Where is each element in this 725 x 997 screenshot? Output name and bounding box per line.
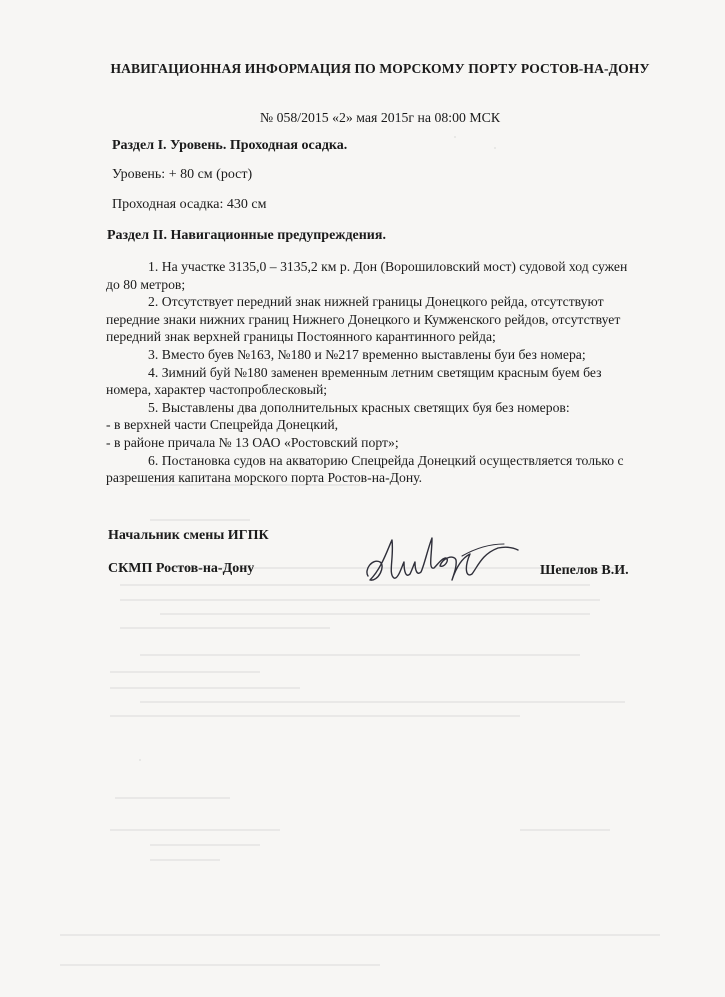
passing-draft: Проходная осадка: 430 см: [112, 197, 267, 212]
warning-item-5-sub-1: - в верхней части Спецрейда Донецкий,: [106, 417, 339, 433]
warning-item-3: 3. Вместо буев №163, №180 и №217 временно выставлены буи без номера;: [148, 346, 586, 362]
warning-item-4: 4. Зимний буй №180 заменен временным летним светящим красным буем без номера, характер частопроблесковый;: [106, 364, 602, 398]
signatory-organization: СКМП Ростов-на-Дону: [108, 561, 255, 576]
handwritten-signature: [358, 518, 523, 598]
warning-item-6: 6. Постановка судов на акваторию Спецрейда Донецкий осуществляется только с разрешения капитана морского порта Ростов-на-Дону.: [106, 452, 624, 486]
warning-item-1: 1. На участке 3135,0 – 3135,2 км р. Дон (Ворошиловский мост) судовой ход сужен до 80 метров;: [106, 259, 628, 292]
document-title: НАВИГАЦИОННАЯ ИНФОРМАЦИЯ ПО МОРСКОМУ ПОРТУ РОСТОВ-НА-ДОНУ: [110, 61, 650, 76]
signatory-name: Шепелов В.И.: [540, 563, 629, 578]
warning-item-2: 2. Отсутствует передний знак нижней границы Донецкого рейда, отсутствуют передние знаки нижних границ Нижнего Донецкого и Кумженского рейдов, отсутствует передний знак верхней границы Постоянного карантинного рейда;: [106, 294, 621, 345]
water-level: Уровень: + 80 см (рост): [112, 167, 253, 182]
section-2-heading: Раздел II. Навигационные предупреждения.: [107, 228, 386, 243]
document-number-date: № 058/2015 «2» мая 2015г на 08:00 МСК: [259, 110, 501, 125]
signatory-position: Начальник смены ИГПК: [108, 528, 269, 543]
navigation-warnings-list: [106, 258, 636, 487]
section-1-heading: Раздел I. Уровень. Проходная осадка.: [112, 138, 348, 153]
warning-item-5-sub-2: - в районе причала № 13 ОАО «Ростовский порт»;: [106, 434, 399, 450]
warning-item-5: 5. Выставлены два дополнительных красных светящих буя без номеров:: [148, 399, 570, 415]
